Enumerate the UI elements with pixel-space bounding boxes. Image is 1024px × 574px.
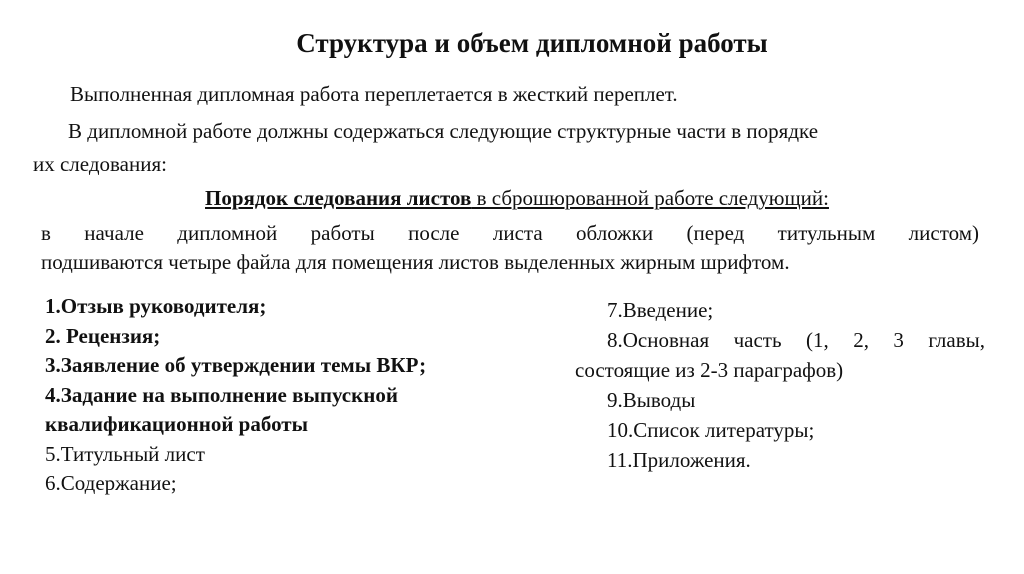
- list-item: 9.Выводы: [607, 388, 696, 412]
- order-heading-underlined: [205, 186, 829, 210]
- list-item: 5.Титульный лист: [45, 441, 205, 466]
- slide-title: Структура и объем дипломной работы: [296, 28, 768, 58]
- list-item: 8.Основная часть (1, 2, 3 главы,: [607, 328, 985, 352]
- list-item: 10.Список литературы;: [607, 418, 815, 442]
- paragraph-binding: Выполненная дипломная работа переплетается в жесткий переплет.: [70, 82, 678, 106]
- order-heading-rest: в сброшюрованной работе следующий:: [471, 186, 829, 210]
- paragraph-structure-line2: их следования:: [33, 152, 167, 176]
- list-item: 4.Задание на выполнение выпускной: [45, 382, 398, 407]
- paragraph-structure-line1: В дипломной работе должны содержаться следующие структурные части в порядке: [68, 119, 819, 143]
- left-list: [45, 292, 545, 499]
- list-item: состоящие из 2-3 параграфов): [575, 358, 844, 382]
- intro-line2: подшиваются четыре файла для помещения листов выделенных жирным шрифтом.: [41, 250, 790, 274]
- list-item: 7.Введение;: [607, 298, 714, 322]
- order-heading: [0, 184, 1024, 212]
- list-item: 3.Заявление об утверждении темы ВКР;: [45, 353, 427, 377]
- intro-line1: в начале дипломной работы после листа обложки (перед титульным листом): [41, 221, 979, 245]
- order-heading-bold: Порядок следования листов: [205, 186, 472, 210]
- right-list: [575, 295, 985, 475]
- list-item: 1.Отзыв руководителя;: [45, 294, 267, 318]
- list-item: 6.Содержание;: [45, 471, 177, 495]
- list-item: квалификационной работы: [45, 412, 309, 436]
- list-item: 11.Приложения.: [607, 448, 751, 472]
- list-item: 2. Рецензия;: [45, 323, 161, 348]
